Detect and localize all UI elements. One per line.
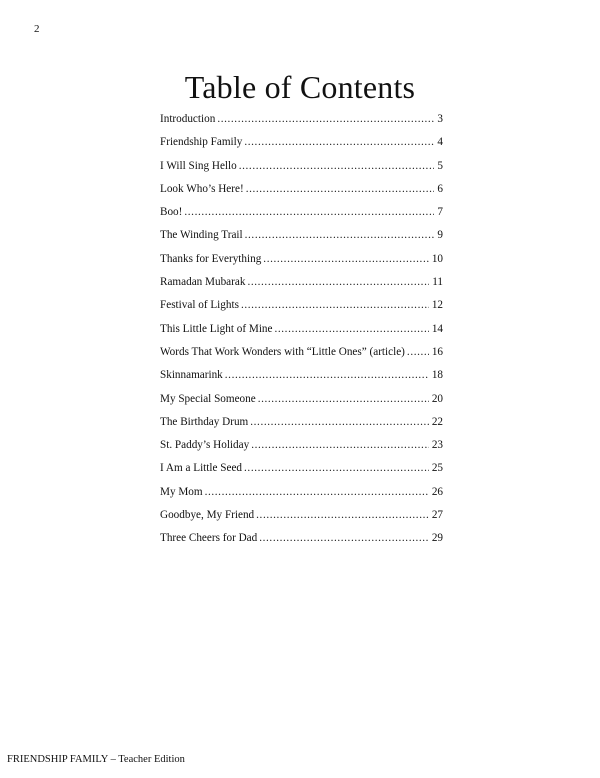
dot-leader bbox=[258, 390, 429, 408]
toc-entry bbox=[160, 320, 443, 343]
toc-entry-page: 14 bbox=[431, 322, 443, 335]
dot-leader bbox=[250, 413, 429, 431]
toc-entry-title: Skinnamarink bbox=[160, 369, 223, 382]
toc-entry-page: 12 bbox=[431, 299, 443, 312]
toc-entry-page: 5 bbox=[437, 159, 443, 172]
dot-leader bbox=[256, 506, 429, 524]
dot-leader bbox=[205, 483, 429, 501]
toc-entry-page: 29 bbox=[431, 532, 443, 545]
dot-leader bbox=[247, 273, 429, 291]
toc-entry-page: 4 bbox=[437, 136, 443, 149]
dot-leader bbox=[239, 157, 435, 175]
toc-entry bbox=[160, 180, 443, 203]
toc-entry bbox=[160, 203, 443, 226]
toc-entry-page: 25 bbox=[431, 462, 443, 475]
toc-entry-page: 18 bbox=[431, 369, 443, 382]
dot-leader bbox=[217, 110, 434, 128]
toc-entry-page: 3 bbox=[437, 113, 443, 125]
toc-entry-title: The Birthday Drum bbox=[160, 415, 249, 428]
toc-entry-page: 6 bbox=[437, 182, 443, 195]
toc-entry-title: St. Paddy’s Holiday bbox=[160, 439, 250, 452]
toc-entry-title: Friendship Family bbox=[160, 136, 243, 149]
toc-entry-title: Look Who’s Here! bbox=[160, 182, 244, 195]
dot-leader bbox=[245, 226, 435, 244]
dot-leader bbox=[246, 180, 435, 198]
toc-entry bbox=[160, 506, 443, 529]
toc-entry-title: This Little Light of Mine bbox=[160, 322, 273, 335]
toc-entry-title: Ramadan Mubarak bbox=[160, 276, 246, 289]
dot-leader bbox=[407, 343, 429, 361]
toc-entry-page: 26 bbox=[431, 485, 443, 498]
toc-entry-title: Goodbye, My Friend bbox=[160, 509, 255, 522]
toc-entry-page: 16 bbox=[431, 345, 443, 358]
toc-entry bbox=[160, 459, 443, 482]
dot-leader bbox=[251, 436, 429, 454]
toc-entry-page: 10 bbox=[431, 252, 443, 265]
toc-entry bbox=[160, 529, 443, 552]
toc-entry-page: 9 bbox=[437, 229, 443, 242]
toc-entry-page: 23 bbox=[431, 439, 443, 452]
table-of-contents bbox=[160, 110, 443, 553]
toc-entry-title: Thanks for Everything bbox=[160, 252, 262, 265]
toc-entry bbox=[160, 133, 443, 156]
dot-leader bbox=[184, 203, 434, 221]
toc-entry-title: I Will Sing Hello bbox=[160, 159, 237, 172]
toc-entry bbox=[160, 436, 443, 459]
toc-entry-page: 22 bbox=[431, 415, 443, 428]
toc-entry bbox=[160, 343, 443, 366]
toc-entry-page: 7 bbox=[437, 206, 443, 219]
toc-entry-page: 27 bbox=[431, 509, 443, 522]
page-title: Table of Contents bbox=[184, 69, 416, 106]
toc-entry bbox=[160, 296, 443, 319]
toc-entry-title: Introduction bbox=[160, 113, 216, 125]
toc-entry bbox=[160, 273, 443, 296]
toc-entry-title: My Mom bbox=[160, 485, 203, 498]
toc-entry-page: 11 bbox=[432, 276, 443, 289]
toc-entry bbox=[160, 157, 443, 180]
toc-entry-title: My Special Someone bbox=[160, 392, 256, 405]
page-footer: FRIENDSHIP FAMILY – Teacher Edition bbox=[7, 754, 185, 765]
dot-leader bbox=[259, 529, 429, 547]
toc-entry-title: Words That Work Wonders with “Little Ones” (article) bbox=[160, 345, 405, 358]
toc-entry-title: Three Cheers for Dad bbox=[160, 532, 258, 545]
toc-entry bbox=[160, 366, 443, 389]
toc-entry-title: Festival of Lights bbox=[160, 299, 239, 312]
toc-entry-title: Boo! bbox=[160, 206, 183, 219]
dot-leader bbox=[244, 459, 429, 477]
toc-entry bbox=[160, 413, 443, 436]
toc-entry bbox=[160, 390, 443, 413]
toc-entry-title: The Winding Trail bbox=[160, 229, 243, 242]
dot-leader bbox=[263, 250, 429, 268]
toc-entry bbox=[160, 483, 443, 506]
toc-entry-page: 20 bbox=[431, 392, 443, 405]
toc-entry-title: I Am a Little Seed bbox=[160, 462, 243, 475]
dot-leader bbox=[244, 133, 434, 151]
toc-entry bbox=[160, 226, 443, 249]
dot-leader bbox=[225, 366, 429, 384]
dot-leader bbox=[241, 296, 429, 314]
dot-leader bbox=[274, 320, 428, 338]
toc-entry bbox=[160, 250, 443, 273]
toc-entry bbox=[160, 110, 443, 133]
page-number: 2 bbox=[34, 23, 40, 35]
